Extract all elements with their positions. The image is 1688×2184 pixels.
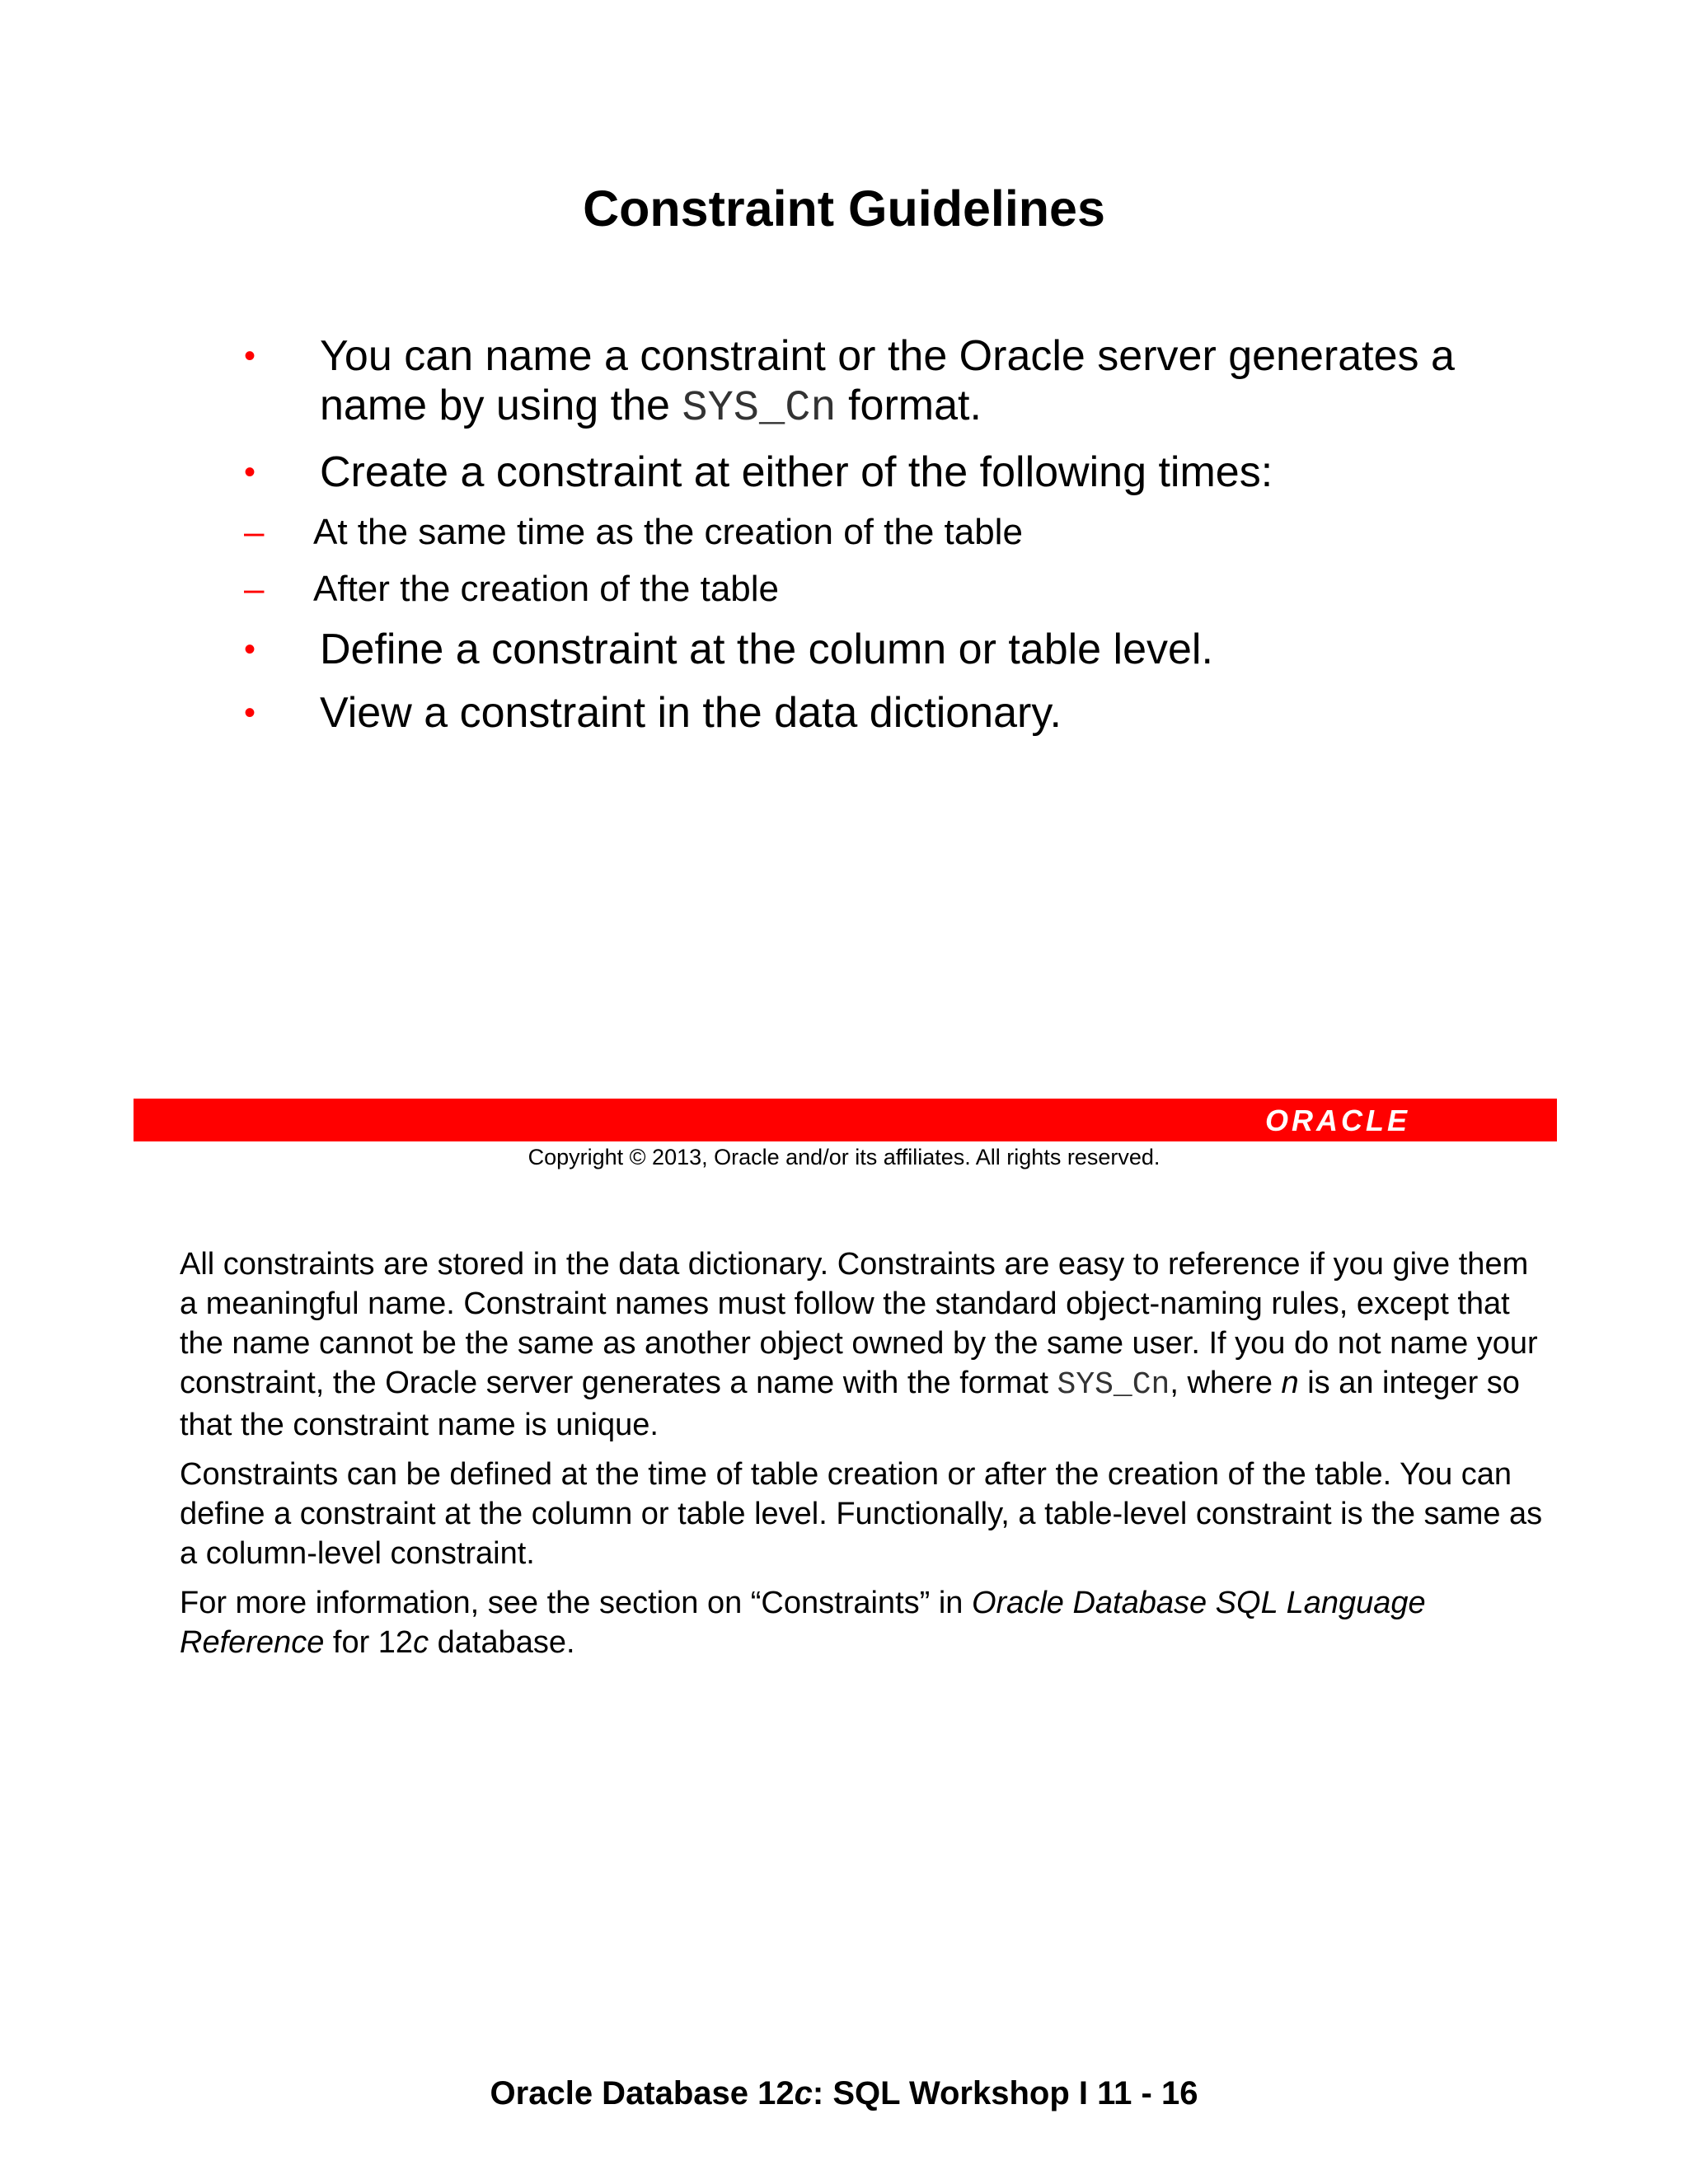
notes-text: is an integer so that the constraint name is unique. [180,1366,1520,1442]
oracle-logo: ORACLE [1265,1104,1410,1137]
bullet-text: Define a constraint at the column or table level. [320,626,1213,673]
reference-title: Oracle Database SQL Language Reference [180,1586,1426,1660]
oracle-banner [134,1099,1557,1141]
sub-bullet-item [168,511,1480,554]
notes-text: database. [429,1625,575,1660]
bullet-item [244,625,1480,674]
notes-paragraph [180,1244,1548,1445]
bullet-text-end: format. [836,382,982,429]
sub-bullet-item [168,568,1480,611]
sub-bullet-text: After the creation of the table [313,569,780,609]
bullet-icon: • [244,695,256,731]
bullet-text: You can name a constraint or the Oracle server generates a name by using the [320,332,1455,429]
dash-icon: – [244,569,265,609]
notes-section [180,1244,1548,1672]
notes-paragraph [180,1583,1548,1662]
bullet-text: View a constraint in the data dictionary. [320,689,1062,737]
code-sys-cn: SYS_Cn [682,384,837,433]
bullet-icon: • [244,454,256,490]
code-sys-cn: SYS_Cn [1057,1367,1170,1403]
notes-text: , where [1170,1366,1282,1400]
bullet-icon: • [244,338,256,374]
bullet-icon: • [244,631,256,668]
bullet-item [244,448,1480,497]
notes-paragraph: Constraints can be defined at the time of table creation or after the creation of the table. You can define a constraint at the column or table level. Functionally, a table-level constraint is the same as a column-level constraint. [180,1457,1543,1571]
notes-italic-n: n [1281,1366,1299,1400]
footer-text: : SQL Workshop I 11 - 16 [812,2075,1198,2111]
copyright-text: Copyright © 2013, Oracle and/or its affiliates. All rights reserved. [528,1145,1160,1169]
page-footer [0,2075,1688,2112]
sub-bullet-text: At the same time as the creation of the table [313,512,1023,552]
notes-text: for 12 [324,1625,414,1660]
slide-title: Constraint Guidelines [583,180,1105,237]
bullet-item [244,331,1480,434]
footer-text: Oracle Database 12 [490,2075,795,2111]
bullet-item [244,688,1480,738]
notes-italic-c: c [413,1625,429,1660]
notes-text: All constraints are stored in the data dictionary. Constraints are easy to reference if you give them a meaningful name. Constraint names must follow the standard object-naming rules, except that the name cannot be the same as another object owned by the same user. If you do not name your constraint, the Oracle server generates a name with the format [180,1247,1538,1400]
dash-icon: – [244,512,265,552]
footer-italic-c: c [794,2075,813,2111]
bullet-list [244,331,1480,752]
notes-text: For more information, see the section on “Constraints” in [180,1586,972,1620]
bullet-text: Create a constraint at either of the following times: [320,448,1273,496]
